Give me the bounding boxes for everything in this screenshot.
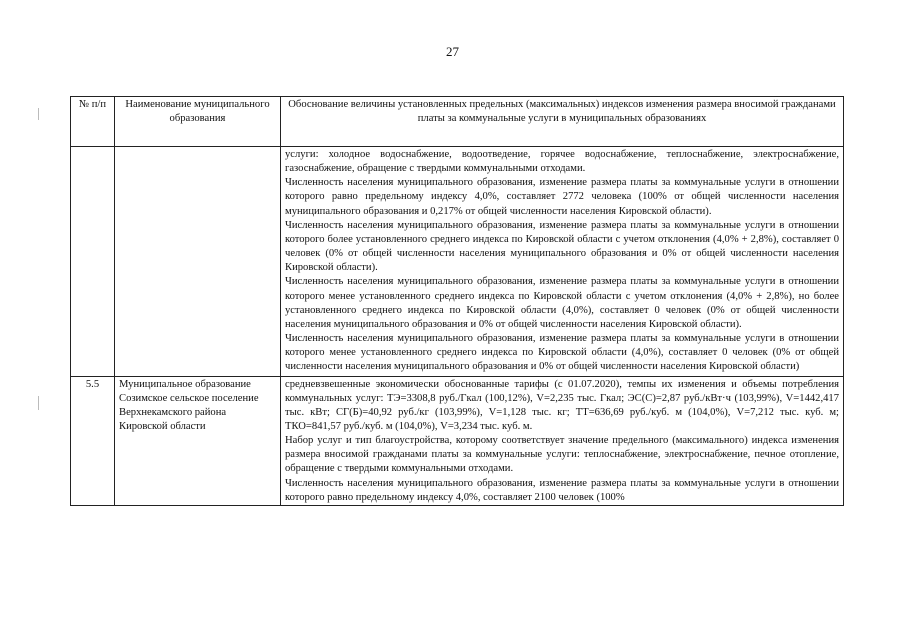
- scan-artifact: [38, 396, 39, 410]
- header-rationale: Обоснование величины установленных предельных (максимальных) индексов изменения размера вносимой гражданами платы за коммунальные услуги в муниципальных образованиях: [281, 97, 844, 147]
- header-municipality-name: Наименование муниципального образования: [115, 97, 281, 147]
- row-municipality-name: [115, 147, 281, 377]
- rationale-paragraph: Численность населения муниципального образования, изменение размера платы за коммунальные услуги в отношении которого менее установленного среднего индекса по Кировской области (4,0%), составляет 0 человек (0% от общей численности населения муниципального образования и 0% от общей численности населения Кировской области): [285, 333, 839, 373]
- rationale-paragraph: Численность населения муниципального образования, изменение размера платы за коммунальные услуги в отношении которого менее установленного среднего индекса по Кировской области с учетом отклонения (4,0% + 2,8%), но более установленного среднего индекса по Кировской области (4,0%), составляет 0 человек (0% от общей численности населения муниципального образования и 0% от общей численности населения Кировской области).: [285, 276, 839, 330]
- row-rationale: [281, 147, 844, 377]
- table-row: [71, 376, 844, 505]
- rationale-paragraph: Численность населения муниципального образования, изменение размера платы за коммунальные услуги в отношении которого более установленного среднего индекса по Кировской области с учетом отклонения (4,0% + 2,8%), составляет 0 человек (0% от общей численности населения муниципального образования и 0% от общей численности населения Кировской области).: [285, 219, 839, 274]
- table-row: [71, 147, 844, 377]
- row-municipality-name: Муниципальное образование Созимское сельское поселение Верхнекамского района Кировской области: [115, 376, 281, 505]
- rationale-paragraph: услуги: холодное водоснабжение, водоотведение, горячее водоснабжение, теплоснабжение, электроснабжение, газоснабжение, обращение с твердыми коммунальными отходами.: [285, 149, 839, 175]
- scan-artifact: [38, 108, 39, 120]
- table-header-row: [71, 97, 844, 147]
- header-number: № п/п: [71, 97, 115, 147]
- rationale-paragraph: Численность населения муниципального образования, изменение размера платы за коммунальные услуги в отношении которого равно предельному индексу 4,0%, составляет 2100 человек (100%: [285, 477, 839, 503]
- row-rationale: [281, 376, 844, 505]
- rationale-paragraph: Численность населения муниципального образования, изменение размера платы за коммунальные услуги в отношении которого равно предельному индексу 4,0%, составляет 2772 человека (100% от общей численности населения муниципального образования и 0,217% от общей численности населения Кировской области).: [285, 177, 839, 217]
- rationale-paragraph: Набор услуг и тип благоустройства, которому соответствует значение предельного (максимального) индекса изменения размера вносимой гражданами платы за коммунальные услуги: теплоснабжение, электроснабжение, печное отопление, обращение с твердыми коммунальными отходами.: [285, 435, 839, 475]
- tariff-index-table: [70, 96, 844, 506]
- rationale-paragraph: средневзвешенные экономически обоснованные тарифы (с 01.07.2020), темпы их изменения и объемы потребления коммунальных услуг: ТЭ=3308,8 руб./Гкал (100,12%), V=2,235 тыс. Гкал; ЭС(С)=2,87 руб./кВт·ч (103,99%), V=1442,417 тыс. кВт; СГ(Б)=40,92 руб./кг (103,99%), V=1,128 тыс. кг; ТТ=636,69 руб./куб. м (104,0%), V=7,212 тыс. куб. м; ТКО=841,57 руб./куб. м (104,0%), V=3,234 тыс. куб. м.: [285, 378, 839, 432]
- row-number: 5.5: [71, 376, 115, 505]
- page-number: 27: [446, 44, 459, 59]
- row-number: [71, 147, 115, 377]
